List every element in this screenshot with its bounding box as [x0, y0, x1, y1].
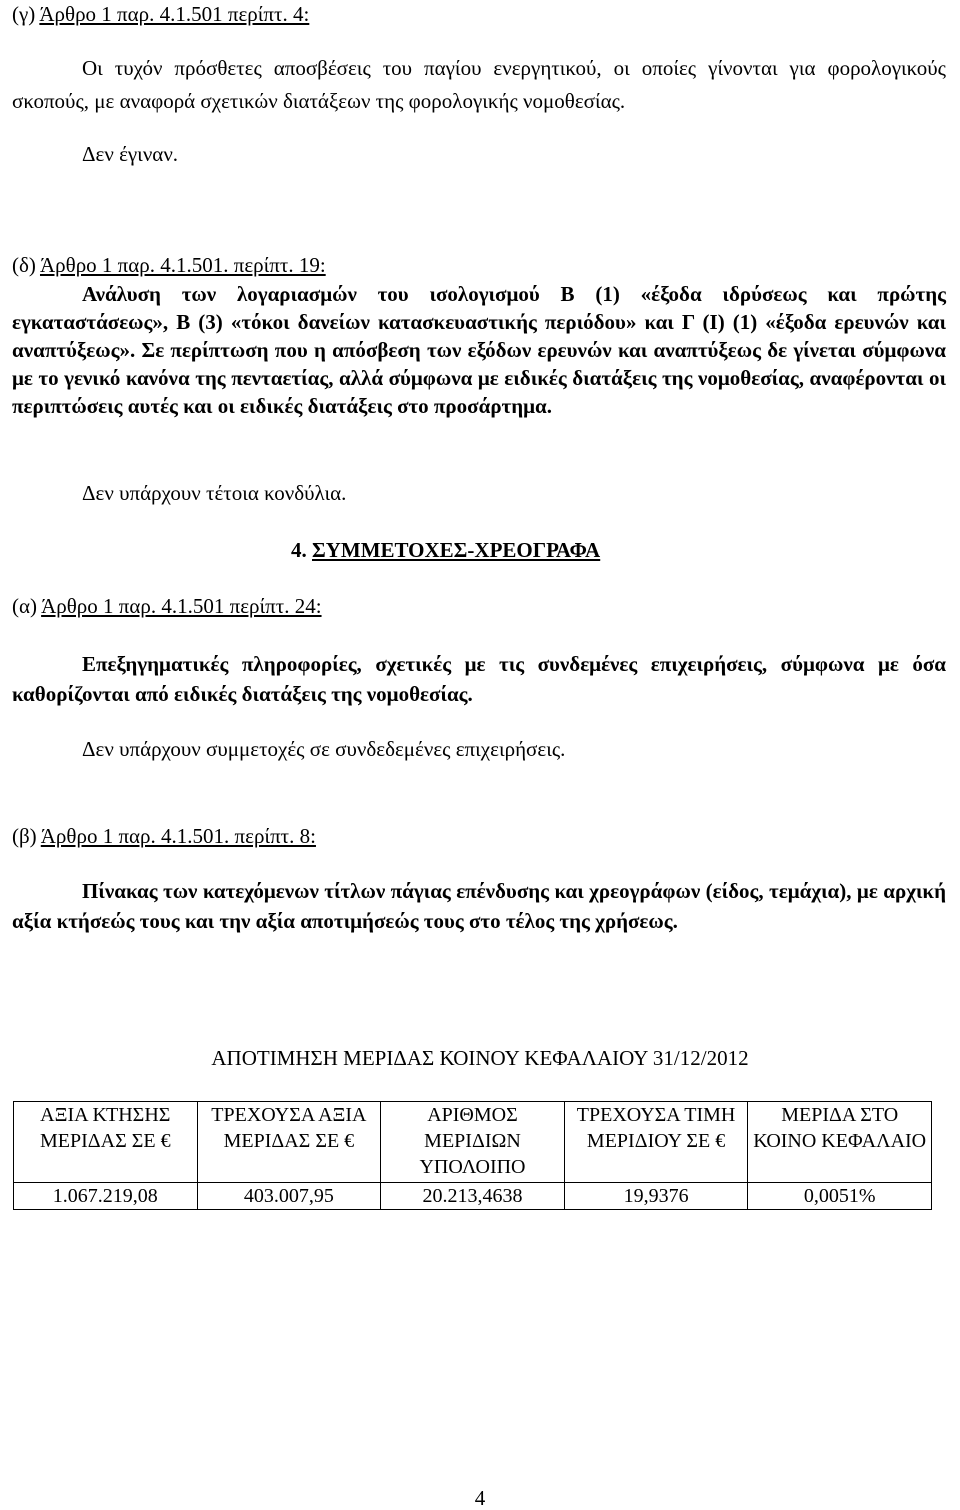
- heading-d: [12, 252, 326, 278]
- section-a-note: Δεν υπάρχουν συμμετοχές σε συνδεδεμένες επιχειρήσεις.: [82, 737, 566, 761]
- page-number: 4: [474, 1486, 486, 1510]
- heading-g: [12, 1, 309, 27]
- table-cell: 19,9376: [564, 1183, 748, 1210]
- heading-g-ref: Άρθρο 1 παρ. 4.1.501 περίπτ. 4:: [39, 2, 310, 26]
- header-cell: ΤΡΕΧΟΥΣΑ ΤΙΜΗ ΜΕΡΙΔΙΟΥ ΣΕ €: [564, 1102, 748, 1183]
- table-cell: 403.007,95: [197, 1183, 381, 1210]
- valuation-title: ΑΠΟΤΙΜΗΣΗ ΜΕΡΙΔΑΣ ΚΟΙΝΟΥ ΚΕΦΑΛΑΙΟΥ 31/12/2012: [211, 1046, 749, 1070]
- heading-a: [12, 593, 322, 619]
- heading-a-ref: Άρθρο 1 παρ. 4.1.501 περίπτ. 24:: [41, 594, 322, 618]
- section-a-body: Επεξηγηματικές πληροφορίες, σχετικές με τις συνδεμένες επιχειρήσεις, σύμφωνα με όσα καθορίζονται από ειδικές διατάξεις της νομοθεσίας.: [12, 652, 946, 706]
- header-cell: ΑΡΙΘΜΟΣ ΜΕΡΙΔΙΩΝ ΥΠΟΛΟΙΠΟ: [381, 1102, 565, 1183]
- heading-d-ref: Άρθρο 1 παρ. 4.1.501. περίπτ. 19:: [39, 253, 326, 277]
- table-row: [14, 1183, 932, 1210]
- section-d-note: Δεν υπάρχουν τέτοια κονδύλια.: [82, 481, 347, 505]
- section-b-body: Πίνακας των κατεχόμενων τίτλων πάγιας επένδυσης και χρεογράφων (είδος, τεμάχια), με αρχική αξία κτήσεώς τους και την αξία αποτιμήσεώς τους στο τέλος της χρήσεως.: [12, 879, 946, 933]
- section-4-name: ΣΥΜΜΕΤΟΧΕΣ-ΧΡΕΟΓΡΑΦΑ: [312, 538, 601, 562]
- heading-g-prefix: (γ): [12, 2, 40, 26]
- section-g-note: Δεν έγιναν.: [82, 142, 179, 166]
- heading-a-prefix: (α): [12, 594, 42, 618]
- heading-d-prefix: (δ): [12, 253, 40, 277]
- header-cell: ΑΞΙΑ ΚΤΗΣΗΣ ΜΕΡΙΔΑΣ ΣΕ €: [14, 1102, 198, 1183]
- section-4-title: [291, 537, 600, 563]
- section-g-body: Οι τυχόν πρόσθετες αποσβέσεις του παγίου ενεργητικού, οι οποίες γίνονται για φορολογικούς σκοπούς, με αναφορά σχετικών διατάξεων της φορολογικής νομοθεσίας.: [12, 56, 946, 113]
- header-cell: ΜΕΡΙΔΑ ΣΤΟ ΚΟΙΝΟ ΚΕΦΑΛΑΙΟ: [748, 1102, 932, 1183]
- valuation-table: [13, 1101, 932, 1210]
- section-4-number: 4.: [291, 538, 312, 562]
- valuation-header-row: [14, 1102, 932, 1183]
- table-cell: 1.067.219,08: [14, 1183, 198, 1210]
- table-cell: 0,0051%: [748, 1183, 932, 1210]
- section-d-body: Ανάλυση των λογαριασμών του ισολογισμού Β (1) «έξοδα ιδρύσεως και πρώτης εγκαταστάσεως», Β (3) «τόκοι δανείων κατασκευαστικής περιόδου» και Γ (Ι) (1) «έξοδα ερευνών και αναπτύξεως». Σε περίπτωση που η απόσβεση των εξόδων ερευνών και αναπτύξεως δε γίνεται σύμφωνα με το γενικό κανόνα της πενταετίας, αλλά σύμφωνα με ειδικές διατάξεις της νομοθεσίας, αναφέρονται οι περιπτώσεις αυτές και οι ειδικές διατάξεις στο προσάρτημα.: [12, 282, 946, 418]
- heading-b-ref: Άρθρο 1 παρ. 4.1.501. περίπτ. 8:: [40, 824, 316, 848]
- heading-b: [12, 823, 316, 849]
- table-cell: 20.213,4638: [381, 1183, 565, 1210]
- heading-b-prefix: (β): [12, 824, 41, 848]
- header-cell: ΤΡΕΧΟΥΣΑ ΑΞΙΑ ΜΕΡΙΔΑΣ ΣΕ €: [197, 1102, 381, 1183]
